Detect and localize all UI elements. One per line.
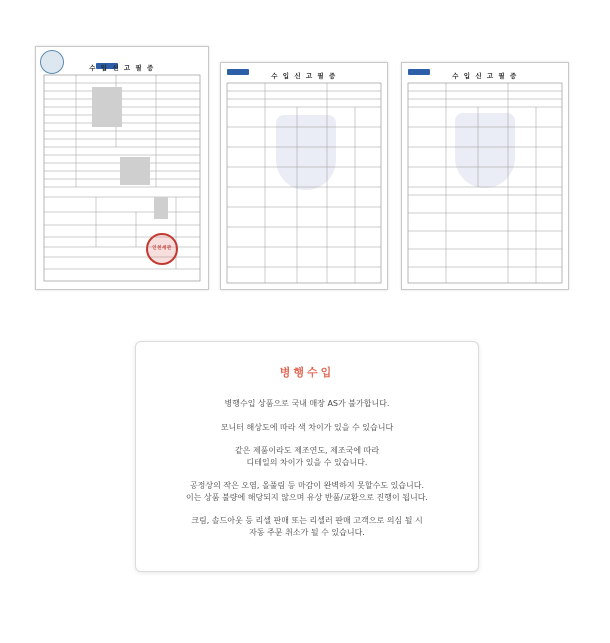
- notice-line-detail-2: 디테일의 차이가 있을 수 있습니다.: [246, 457, 368, 467]
- document-title: 수 입 신 고 필 증: [89, 64, 155, 72]
- document-title: 수 입 신 고 필 증: [271, 72, 337, 80]
- notice-line-detail-1: 같은 제품이라도 제조연도, 제조국에 따라: [234, 446, 380, 455]
- notice-line-defect-1: 공정상의 작은 오염, 올풀림 등 마감이 완벽하지 못할수도 있습니다.: [189, 481, 425, 490]
- notice-title: 병행수입: [279, 366, 335, 379]
- form-grid: [36, 47, 208, 289]
- notice-line-as: 병행수입 상품으로 국내 매장 AS가 불가합니다.: [224, 399, 390, 408]
- import-declaration-document-3: [401, 62, 569, 290]
- parallel-import-notice: [135, 341, 479, 572]
- document-title: 수 입 신 고 필 증: [452, 72, 518, 80]
- form-grid: [402, 63, 568, 289]
- customs-stamp: [146, 233, 178, 265]
- notice-line-resell-2: 자동 주문 취소가 될 수 있습니다.: [249, 527, 365, 537]
- import-declaration-document-2: [220, 62, 388, 290]
- stamp-text: 인천세관: [152, 246, 172, 251]
- notice-line-color: 모니터 해상도에 따라 색 차이가 있을 수 있습니다: [220, 422, 394, 432]
- notice-line-defect-2: 이는 상품 불량에 해당되지 않으며 유상 반품/교환으로 진행이 됩니다.: [186, 492, 428, 502]
- import-declaration-document-1: [35, 46, 209, 290]
- customs-documents: [0, 0, 610, 300]
- form-grid: [221, 63, 387, 289]
- notice-line-resell-1: 크림, 솔드아웃 등 리셀 판매 또는 리셀러 판매 고객으로 의심 될 시: [191, 516, 423, 525]
